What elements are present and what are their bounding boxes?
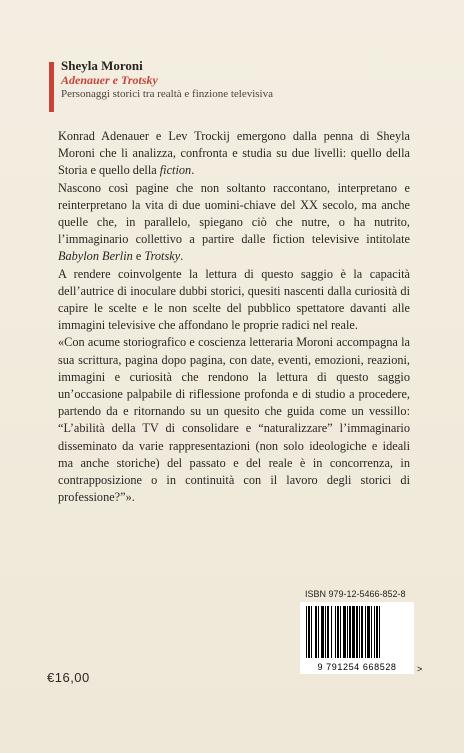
blurb-paragraph-2: Nascono così pagine che non soltanto raccontano, interpretano e reinterpretano la vita di due uomini-chiave del XX secolo, ma anche quelle che, in parallelo, spiegano ciò che nutre, o ha nutrito, l’immaginario collettivo a partire dalle fiction televisive intitolate Babylon Berlin e Trotsky.: [58, 180, 410, 264]
author-name: Sheyla Moroni: [61, 58, 143, 73]
accent-bar: [49, 62, 54, 112]
blurb-paragraph-1: Konrad Adenauer e Lev Trockij emergono dalla penna di Sheyla Moroni che li analizza, confronta e studia su due livelli: quello della Storia e quello della fiction.: [58, 129, 410, 178]
header-text: [61, 58, 273, 101]
barcode-digits: 9 791254 668528: [317, 662, 397, 672]
barcode-tail-mark: >: [417, 664, 423, 674]
blurb: [58, 128, 410, 506]
barcode-bars: [306, 606, 408, 658]
blurb-paragraph-3: A rendere coinvolgente la lettura di questo saggio è la capacità dell’autrice di inoculare dubbi storici, quesiti nascenti dalla curiosità di capire le scelte e le non scelte del pubblico spettatore davanti alle immagini televisive che affondano le proprie radici nel reale.: [58, 266, 410, 333]
price: €16,00: [47, 670, 90, 685]
book-title: Adenauer e Trotsky: [61, 73, 158, 87]
isbn-label: ISBN 979-12-5466-852-8: [305, 589, 406, 599]
book-subtitle: Personaggi storici tra realtà e finzione televisiva: [61, 88, 273, 100]
blurb-paragraph-4: «Con acume storiografico e coscienza letteraria Moroni accompagna la sua scrittura, pagina dopo pagina, con date, eventi, emozioni, reazioni, immagini e curiosità che rendono la lettura di questo saggio un’occasione palpabile di riflessione profonda e di studio a procedere, partendo da e ritornando su un quesito che guida come un vessillo: “L’abilità della TV di consolidare e “naturalizzare” l’immaginario disseminato da varie rappresentazioni (non solo ideologiche e ideali ma anche storiche) del passato e del reale è in concorrenza, in contrapposizione o in continuità con il lavoro degli storici di professione?”».: [58, 335, 410, 505]
barcode: [300, 602, 414, 674]
